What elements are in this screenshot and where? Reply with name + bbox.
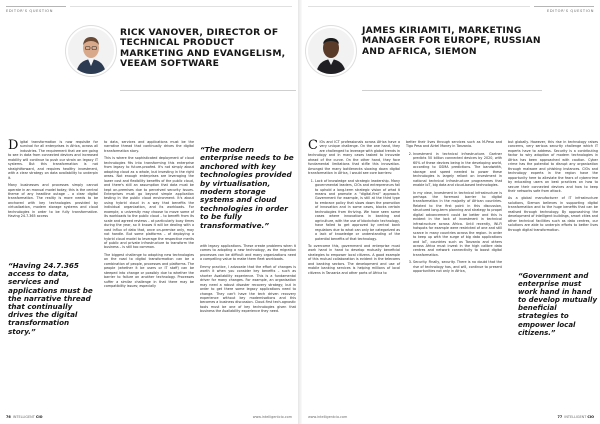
footer-brand-right: CIO bbox=[587, 415, 594, 419]
right-col1-para1: IOs and ICT professionals across Africa have a very unique challenge. On the one hand, they are challenged to leverage with global trends in technology and in many cases tasked to innovate ahead of the curve. On the other hand, they face fundamental limitations that stifle this innovation. Amongst the many bottlenecks slowing down digital transformation in Africa, I would see core barriers: bbox=[308, 140, 400, 176]
barrier-item-knowledge: 1. Lack of knowledge and strategic leadership. Many governmental leaders, CIOs and entrepreneurs fail to uphold a long-term strategic vision of what it means and promote a “digital-first” approach. Government for example, is still at the third type to embrace policy that slows down the promotion of innovation and in some cases, blocks certain technologies from thriving. We have seen some cases where innovations in banking and agriculture, with the use of blockchain technology, have failed to get approved by central bank regulators due to what can only be categorized as a lack of knowledge or understanding of the potential benefits of that technology. bbox=[315, 179, 400, 241]
section-label-left: EDITOR'S QUESTION bbox=[6, 6, 66, 13]
barriers-list-2 bbox=[406, 152, 502, 188]
footer-issue-right: INTELLIGENT bbox=[564, 415, 587, 419]
barrier-item-security: 3. Security. Finally, security. There is no doubt that the rise of technology has, and will, continue to present opportunities not only in Africa, bbox=[413, 260, 502, 273]
right-page bbox=[302, 0, 600, 424]
right-col2-para2: In my view, investment in technical infrastructure is perhaps the foremost barrier to digital transformation in the majority of African countries. Related to the first point in this discussion, structured long-term planning and strategy to propel digital advancement could be better and this is evident in the lack of investment in technical infrastructure across Africa. Until recently, Wi-Fi hotspots for example were restricted of one and still scarce in many countries across the region. In order to keep up with the surge of big data applications and IoT, countries such as Tanzania and others across Africa must invest in the high calibre data centres and network connectivity to boost digital transformation. bbox=[413, 190, 502, 257]
portrait-rick-vanover bbox=[66, 26, 116, 76]
left-col1-para2: Many businesses and processes simply cannot operate in an manual model today; this is the central theme of any headline outage – a clear digital transformation. The reality is more needs to be anchored with key technologies provided by virtualization, modern storage systems and cloud technologies in order to be fully transformative. Having 24.7.365 access bbox=[8, 183, 98, 219]
right-col3-para1: but globally. However, this rise in technology raises concerns, very serious security challenge which IT experts have to address. Security is a contributing factor to why adoption of modern technologies in Africa has been approached with caution. Cyber crime has the potential to disrupt any organization through malware and phishing instances. CIOs and technology experts in the region have the opportunity here to alleviate the fears of cybercrime by educating users on best practices on how to secure their connected devices and how to keep their networks safe from attack. bbox=[508, 140, 598, 193]
page-number-left: 76 bbox=[6, 415, 11, 419]
left-col3-para2: Emmy practice, I advocate that the effort of changes is worth it when you consider key benefits – such as shorter Availability experience. This is a fundamental driver for many changes. For example, an organisation may need a robust disaster recovery strategy; but in order to get there some legacy applications need to change. They can't have the tech driven recovery experience without key modernisations and this becomes a business discussion. Cloud-first tech-agnostic tools must be one of key technologies given that business the Availability experience they need. bbox=[200, 264, 296, 314]
right-col2-para1: better their lives through services such as M-Pesa and Tigo Pesa and Airtel Money in Tanzania. bbox=[406, 140, 502, 149]
left-col2-para1: to data, services and applications must be the narrative thread that continually drives the digital transformation story. bbox=[104, 140, 194, 153]
right-col1-para2: To overcome this, government and enterprise must work hand in hand to develop mutually beneficial strategies to empower local citizens. A good example of this mutual collaboration is evident in the telecoms and banking sectors. The development and use of mobile banking services is helping millions of local citizens in Tanzania and other parts of Africa to bbox=[308, 243, 400, 275]
pull-quote-middle: “The modern enterprise needs to be anchored with key technologies provided by virtualisation, modern storage systems and cloud technologies in order to be fully transformative.” bbox=[200, 145, 294, 230]
top-rule-left bbox=[70, 6, 292, 7]
footer-right bbox=[558, 415, 595, 419]
left-column-1 bbox=[8, 140, 98, 222]
page-number-right: 77 bbox=[557, 415, 563, 419]
footer-issue-left: INTELLIGENT bbox=[12, 415, 35, 419]
left-col1-para1: igital transformation is now requisite for survival for all enterprises in Africa, across all industries. The requirement that we are going to see in data from connected devices and increased mobility will continue to push our strain on legacy IT systems. But this transformation is not straightforward, and requires healthy investment, with a clear strategy on data availability to underpin it. bbox=[8, 140, 98, 180]
footer-left bbox=[6, 415, 43, 419]
left-col3-para1: with legacy applications. These create problems when it comes to adopting a new technology, as the migration processes can be difficult and many organizations need a compelling value to make them fleet workloads. bbox=[200, 244, 296, 262]
headline-right: JAMES KIRIAMITI, MARKETING MANAGER FOR EUROPE, RUSSIAN AND AFRICA, SIEMON bbox=[362, 25, 541, 57]
left-page bbox=[0, 0, 298, 424]
dropcap-c: C bbox=[308, 138, 318, 153]
headline-rule-left bbox=[120, 90, 296, 91]
barrier-item-infrastructure: 2. Investment in technical infrastructure. Gartner predicts 50 billion connected devices by 2020, with 60% of these devices being in the developing world, according to GSMA predictions. The bandwidth, storage and speed needed to power these technologies is largely reliant on investment in national technical infrastructure programmes that enable IoT, big data and cloud-based technologies. bbox=[413, 152, 502, 188]
left-col2-para3: The biggest challenge to adopting new technologies on the road to digital transformation can be a combination of people, processes and platforms. The people (whether it be users or IT staff) can be steeped into change or possibly due to whether the barrier to failure on another technology. Processes suffer a similar challenge in that there may be compatibility issues; especially bbox=[104, 252, 194, 289]
right-column-2 bbox=[406, 140, 502, 277]
portrait-james-kiriamiti bbox=[306, 26, 356, 76]
barriers-list-3 bbox=[406, 260, 502, 273]
footer-url-left[interactable]: www.intelligentcio.com bbox=[252, 415, 292, 419]
dropcap-d: D bbox=[8, 138, 19, 153]
left-column-2 bbox=[104, 140, 194, 292]
right-column-1 bbox=[308, 140, 400, 278]
headline-left: RICK VANOVER, DIRECTOR OF TECHNICAL PRODUCT MARKETING AND EVANGELISM, VEEAM SOFTWARE bbox=[120, 27, 286, 69]
barriers-list-1 bbox=[308, 179, 400, 241]
left-col2-para2: This is where the sophisticated deployment of cloud technologies fits into transforming this enterprise from legacy to future-proofed. It's not simply about adopting cloud as a whole, but investing in the right areas. Not enough enterprises are leveraging the lower cost and flexibility benefits of the public cloud, and there's still an assumption that data must be kept on-premises due to perceived security issues. Enterprises must go beyond simple application testing in the public cloud environment. It's about using hybrid cloud in a way that benefits the individual organization, and its workloads. For example, a university may choose to move some of its workloads to the public cloud – to benefit from its scale and agreed reviews – at particularly busy times during the year, so it knows it will be dealing with a vast influx of data that, once on-premise only, may not handle. But some platforms – of deploying a hybrid cloud model to leverage the respective merits of public and private infrastructure to transform the business – is still too common. bbox=[104, 156, 194, 250]
top-rule-right bbox=[308, 6, 530, 7]
pull-quote-right: “Government and enterprise must work hand in hand to develop mutually beneficial strategies to empower local citizens.” bbox=[518, 272, 598, 337]
footer-brand-left: CIO bbox=[35, 415, 43, 419]
footer-url-right[interactable]: www.intelligentcio.com bbox=[308, 415, 348, 419]
right-column-3 bbox=[508, 140, 598, 235]
right-col3-para2: As a global manufacturer of IT infrastructure solutions, Siemon believes in supporting digital transformation and to the huge benefits that can be realised through technology. By approaching the development of intelligent buildings, smart cities and other technical facilities such as data centres, our solutions are able to underpin efforts to better lives through digital transformation. bbox=[508, 196, 598, 232]
headline-rule-right bbox=[362, 90, 542, 91]
pull-quote-left: “Having 24.7.365 access to data, services and applications must be the narrative thread that continually drives the digital transformation story.” bbox=[8, 261, 93, 336]
left-column-3 bbox=[200, 244, 296, 317]
section-label-right: EDITOR'S QUESTION bbox=[534, 6, 594, 13]
